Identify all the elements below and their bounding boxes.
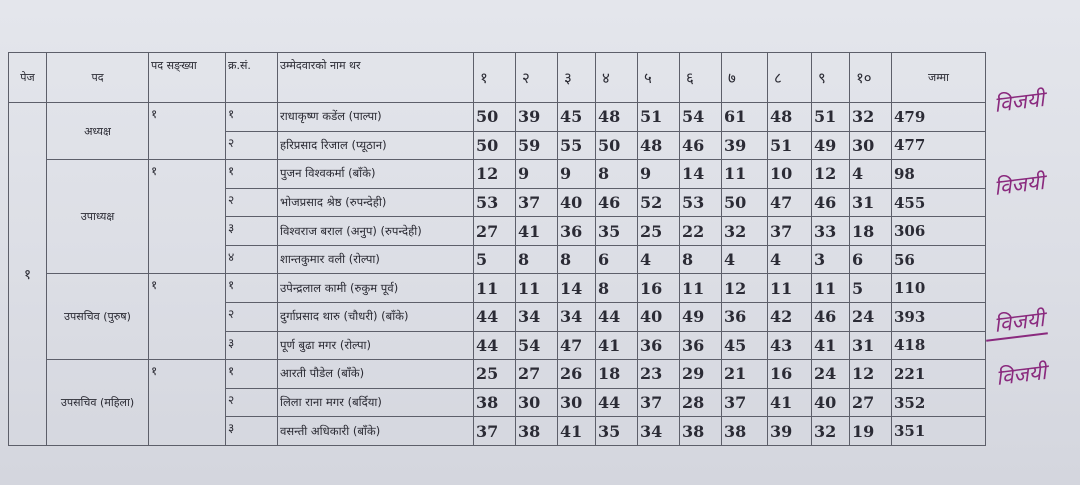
round-score: 18 xyxy=(850,217,892,246)
post-name: उपसचिव (पुरुष) xyxy=(47,274,149,360)
round-score: 33 xyxy=(812,217,850,246)
round-score: 55 xyxy=(558,131,596,160)
header-round: ८ xyxy=(768,53,812,103)
round-score: 25 xyxy=(638,217,680,246)
total-score: 221 xyxy=(892,360,986,389)
header-round: ९ xyxy=(812,53,850,103)
round-score: 30 xyxy=(516,388,558,417)
round-score: 46 xyxy=(812,303,850,332)
total-score: 352 xyxy=(892,388,986,417)
post-name: उपसचिव (महिला) xyxy=(47,360,149,446)
round-score: 28 xyxy=(680,388,722,417)
round-score: 61 xyxy=(722,103,768,132)
round-score: 50 xyxy=(474,103,516,132)
round-score: 44 xyxy=(474,303,516,332)
round-score: 38 xyxy=(516,417,558,446)
round-score: 4 xyxy=(850,160,892,189)
round-score: 16 xyxy=(768,360,812,389)
serial-number: ३ xyxy=(226,331,278,360)
serial-number: १ xyxy=(226,360,278,389)
round-score: 59 xyxy=(516,131,558,160)
header-candidate: उम्मेदवारको नाम थर xyxy=(278,53,474,103)
round-score: 14 xyxy=(680,160,722,189)
round-score: 36 xyxy=(558,217,596,246)
round-score: 54 xyxy=(680,103,722,132)
round-score: 12 xyxy=(812,160,850,189)
round-score: 35 xyxy=(596,217,638,246)
round-score: 8 xyxy=(516,245,558,274)
round-score: 3 xyxy=(812,245,850,274)
round-score: 34 xyxy=(516,303,558,332)
round-score: 27 xyxy=(474,217,516,246)
round-score: 51 xyxy=(812,103,850,132)
round-score: 36 xyxy=(680,331,722,360)
round-score: 50 xyxy=(722,188,768,217)
round-score: 34 xyxy=(638,417,680,446)
round-score: 51 xyxy=(638,103,680,132)
seat-count: १ xyxy=(149,103,226,160)
winner-note: विजयी xyxy=(992,170,1046,200)
round-score: 30 xyxy=(850,131,892,160)
round-score: 46 xyxy=(680,131,722,160)
round-score: 48 xyxy=(638,131,680,160)
round-score: 25 xyxy=(474,360,516,389)
round-score: 26 xyxy=(558,360,596,389)
serial-number: १ xyxy=(226,103,278,132)
candidate-name: शान्तकुमार वली (रोल्पा) xyxy=(278,245,474,274)
round-score: 6 xyxy=(596,245,638,274)
total-score: 393 xyxy=(892,303,986,332)
candidate-name: राधाकृष्ण कडेंल (पाल्पा) xyxy=(278,103,474,132)
round-score: 37 xyxy=(768,217,812,246)
round-score: 12 xyxy=(722,274,768,303)
winner-note: विजयी xyxy=(992,307,1046,337)
total-score: 477 xyxy=(892,131,986,160)
round-score: 42 xyxy=(768,303,812,332)
candidate-row xyxy=(9,360,986,389)
serial-number: १ xyxy=(226,274,278,303)
candidate-row xyxy=(9,274,986,303)
round-score: 37 xyxy=(474,417,516,446)
round-score: 32 xyxy=(722,217,768,246)
total-score: 98 xyxy=(892,160,986,189)
total-score: 110 xyxy=(892,274,986,303)
round-score: 41 xyxy=(812,331,850,360)
round-score: 8 xyxy=(596,274,638,303)
header-round: २ xyxy=(516,53,558,103)
round-score: 44 xyxy=(596,303,638,332)
round-score: 50 xyxy=(474,131,516,160)
round-score: 14 xyxy=(558,274,596,303)
header-round: ७ xyxy=(722,53,768,103)
round-score: 46 xyxy=(596,188,638,217)
candidate-name: पूर्ण बुढा मगर (रोल्पा) xyxy=(278,331,474,360)
round-score: 4 xyxy=(768,245,812,274)
round-score: 41 xyxy=(516,217,558,246)
round-score: 30 xyxy=(558,388,596,417)
round-score: 48 xyxy=(768,103,812,132)
total-score: 479 xyxy=(892,103,986,132)
candidate-name: पुजन विश्वकर्मा (बाँके) xyxy=(278,160,474,189)
round-score: 9 xyxy=(558,160,596,189)
round-score: 10 xyxy=(768,160,812,189)
round-score: 12 xyxy=(850,360,892,389)
header-round: १० xyxy=(850,53,892,103)
round-score: 38 xyxy=(474,388,516,417)
winner-note: विजयी xyxy=(992,87,1046,117)
round-score: 27 xyxy=(516,360,558,389)
round-score: 36 xyxy=(638,331,680,360)
header-row xyxy=(9,53,986,103)
round-score: 45 xyxy=(722,331,768,360)
round-score: 53 xyxy=(680,188,722,217)
round-score: 24 xyxy=(850,303,892,332)
round-score: 51 xyxy=(768,131,812,160)
round-score: 8 xyxy=(680,245,722,274)
round-score: 40 xyxy=(558,188,596,217)
header-round: ५ xyxy=(638,53,680,103)
round-score: 46 xyxy=(812,188,850,217)
candidate-row xyxy=(9,160,986,189)
round-score: 38 xyxy=(680,417,722,446)
page-number: १ xyxy=(9,103,47,446)
round-score: 41 xyxy=(768,388,812,417)
round-score: 47 xyxy=(558,331,596,360)
round-score: 50 xyxy=(596,131,638,160)
seat-count: १ xyxy=(149,360,226,446)
round-score: 52 xyxy=(638,188,680,217)
total-score: 351 xyxy=(892,417,986,446)
round-score: 44 xyxy=(596,388,638,417)
round-score: 41 xyxy=(558,417,596,446)
round-score: 27 xyxy=(850,388,892,417)
round-score: 29 xyxy=(680,360,722,389)
round-score: 53 xyxy=(474,188,516,217)
round-score: 47 xyxy=(768,188,812,217)
round-score: 11 xyxy=(516,274,558,303)
round-score: 9 xyxy=(516,160,558,189)
header-post: पद xyxy=(47,53,149,103)
candidate-name: विश्वराज बराल (अनुप) (रुपन्देही) xyxy=(278,217,474,246)
round-score: 32 xyxy=(812,417,850,446)
serial-number: २ xyxy=(226,131,278,160)
candidate-name: उपेन्द्रलाल कामी (रुकुम पूर्व) xyxy=(278,274,474,303)
round-score: 38 xyxy=(722,417,768,446)
round-score: 6 xyxy=(850,245,892,274)
round-score: 34 xyxy=(558,303,596,332)
round-score: 37 xyxy=(516,188,558,217)
round-score: 23 xyxy=(638,360,680,389)
header-total: जम्मा xyxy=(892,53,986,103)
round-score: 11 xyxy=(680,274,722,303)
candidate-name: वसन्ती अधिकारी (बाँके) xyxy=(278,417,474,446)
winner-note: विजयी xyxy=(994,360,1048,390)
table-body xyxy=(9,103,986,446)
round-score: 5 xyxy=(850,274,892,303)
serial-number: २ xyxy=(226,303,278,332)
round-score: 11 xyxy=(768,274,812,303)
header-round: ६ xyxy=(680,53,722,103)
header-round: ४ xyxy=(596,53,638,103)
header-page: पेज xyxy=(9,53,47,103)
round-score: 43 xyxy=(768,331,812,360)
round-score: 54 xyxy=(516,331,558,360)
round-score: 4 xyxy=(722,245,768,274)
round-score: 35 xyxy=(596,417,638,446)
round-score: 12 xyxy=(474,160,516,189)
round-score: 4 xyxy=(638,245,680,274)
candidate-name: हरिप्रसाद रिजाल (प्यूठान) xyxy=(278,131,474,160)
total-score: 418 xyxy=(892,331,986,360)
round-score: 18 xyxy=(596,360,638,389)
round-score: 41 xyxy=(596,331,638,360)
header-round: १ xyxy=(474,53,516,103)
round-score: 45 xyxy=(558,103,596,132)
round-score: 39 xyxy=(722,131,768,160)
round-score: 22 xyxy=(680,217,722,246)
total-score: 455 xyxy=(892,188,986,217)
candidate-name: लिला राना मगर (बर्दिया) xyxy=(278,388,474,417)
round-score: 21 xyxy=(722,360,768,389)
round-score: 40 xyxy=(638,303,680,332)
serial-number: ४ xyxy=(226,245,278,274)
round-score: 49 xyxy=(680,303,722,332)
round-score: 8 xyxy=(558,245,596,274)
post-name: अध्यक्ष xyxy=(47,103,149,160)
seat-count: १ xyxy=(149,274,226,360)
header-round: ३ xyxy=(558,53,596,103)
serial-number: ३ xyxy=(226,217,278,246)
round-score: 5 xyxy=(474,245,516,274)
round-score: 40 xyxy=(812,388,850,417)
post-name: उपाध्यक्ष xyxy=(47,160,149,274)
seat-count: १ xyxy=(149,160,226,274)
round-score: 11 xyxy=(812,274,850,303)
round-score: 19 xyxy=(850,417,892,446)
total-score: 306 xyxy=(892,217,986,246)
round-score: 32 xyxy=(850,103,892,132)
header-seats: पद सङ्ख्या xyxy=(149,53,226,103)
round-score: 16 xyxy=(638,274,680,303)
round-score: 39 xyxy=(768,417,812,446)
round-score: 8 xyxy=(596,160,638,189)
round-score: 49 xyxy=(812,131,850,160)
round-score: 44 xyxy=(474,331,516,360)
round-score: 48 xyxy=(596,103,638,132)
serial-number: ३ xyxy=(226,417,278,446)
serial-number: १ xyxy=(226,160,278,189)
header-sn: क्र.सं. xyxy=(226,53,278,103)
round-score: 37 xyxy=(638,388,680,417)
round-score: 31 xyxy=(850,331,892,360)
candidate-row xyxy=(9,103,986,132)
round-score: 11 xyxy=(474,274,516,303)
serial-number: २ xyxy=(226,388,278,417)
round-score: 39 xyxy=(516,103,558,132)
vote-count-table xyxy=(8,52,986,446)
candidate-name: आरती पौडेल (बाँके) xyxy=(278,360,474,389)
total-score: 56 xyxy=(892,245,986,274)
round-score: 31 xyxy=(850,188,892,217)
round-score: 11 xyxy=(722,160,768,189)
round-score: 37 xyxy=(722,388,768,417)
round-score: 36 xyxy=(722,303,768,332)
round-score: 9 xyxy=(638,160,680,189)
candidate-name: दुर्गाप्रसाद थारु (चौधरी) (बाँके) xyxy=(278,303,474,332)
serial-number: २ xyxy=(226,188,278,217)
candidate-name: भोजप्रसाद श्रेष्ठ (रुपन्देही) xyxy=(278,188,474,217)
round-score: 24 xyxy=(812,360,850,389)
